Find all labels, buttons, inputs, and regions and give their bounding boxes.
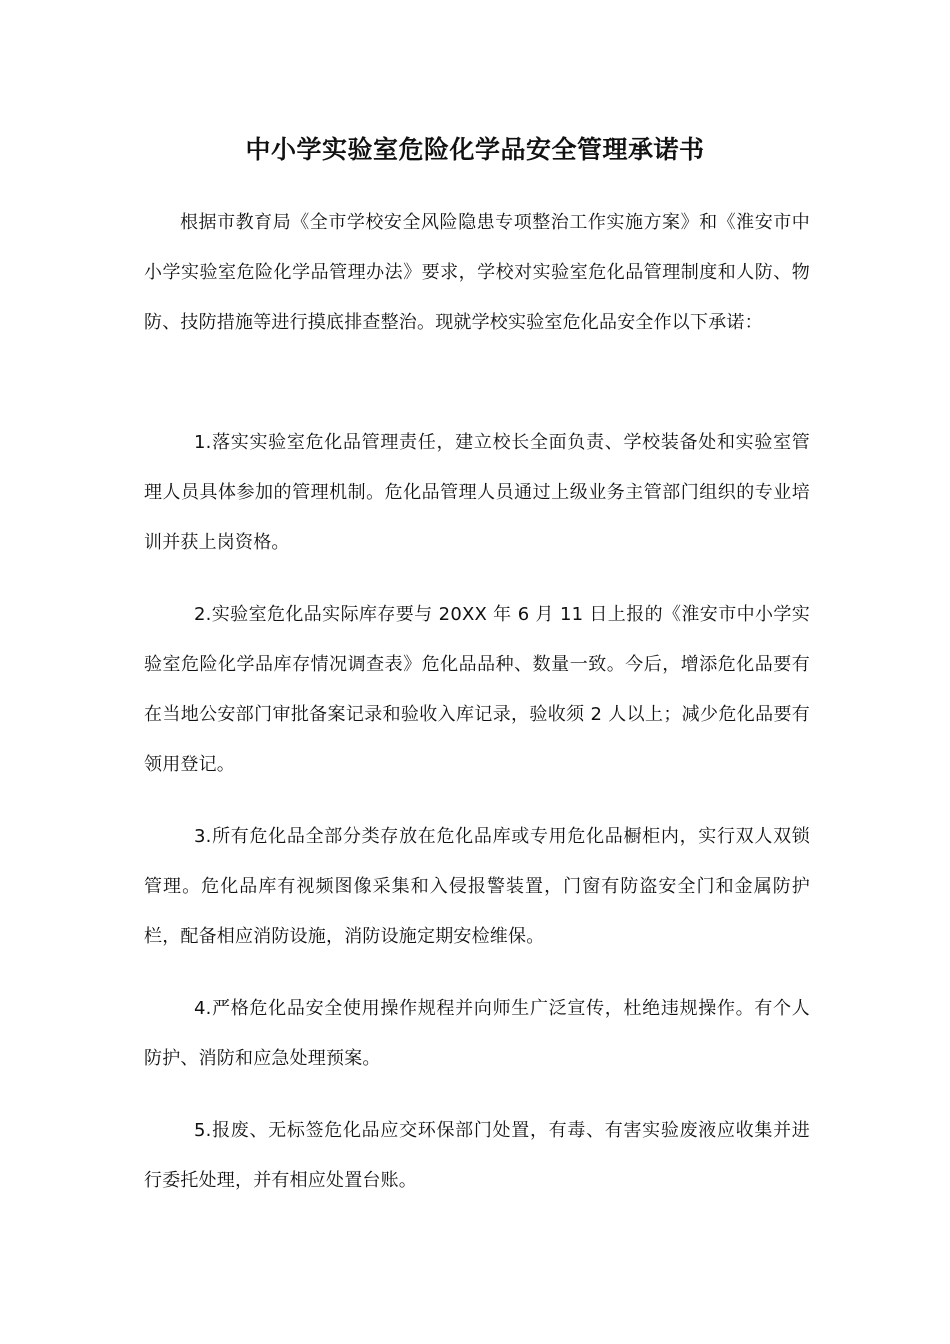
document-title: 中小学实验室危险化学品安全管理承诺书	[245, 135, 705, 164]
commitment-item-4: 4.严格危化品安全使用操作规程并向师生广泛宣传，杜绝违规操作。有个人防护、消防和应急处理预案。	[144, 998, 810, 1069]
commitment-item-2: 2.实验室危化品实际库存要与 20XX 年 6 月 11 日上报的《淮安市中小学实验室危险化学品库存情况调查表》危化品品种、数量一致。今后，增添危化品要有在当地公安部门审批备案记录和验收入库记录，验收须 2 人以上；减少危化品要有领用登记。	[144, 604, 810, 775]
intro-paragraph: 根据市教育局《全市学校安全风险隐患专项整治工作实施方案》和《淮安市中小学实验室危险化学品管理办法》要求，学校对实验室危化品管理制度和人防、物防、技防措施等进行摸底排查整治。现就学校实验室危化品安全作以下承诺：	[144, 212, 810, 333]
commitment-item-3: 3.所有危化品全部分类存放在危化品库或专用危化品橱柜内，实行双人双锁管理。危化品库有视频图像采集和入侵报警装置，门窗有防盗安全门和金属防护栏，配备相应消防设施，消防设施定期安检维保。	[144, 826, 810, 947]
commitment-item-1: 1.落实实验室危化品管理责任，建立校长全面负责、学校装备处和实验室管理人员具体参加的管理机制。危化品管理人员通过上级业务主管部门组织的专业培训并获上岗资格。	[144, 432, 810, 553]
commitment-item-5: 5.报废、无标签危化品应交环保部门处置，有毒、有害实验废液应收集并进行委托处理，并有相应处置台账。	[144, 1120, 810, 1191]
